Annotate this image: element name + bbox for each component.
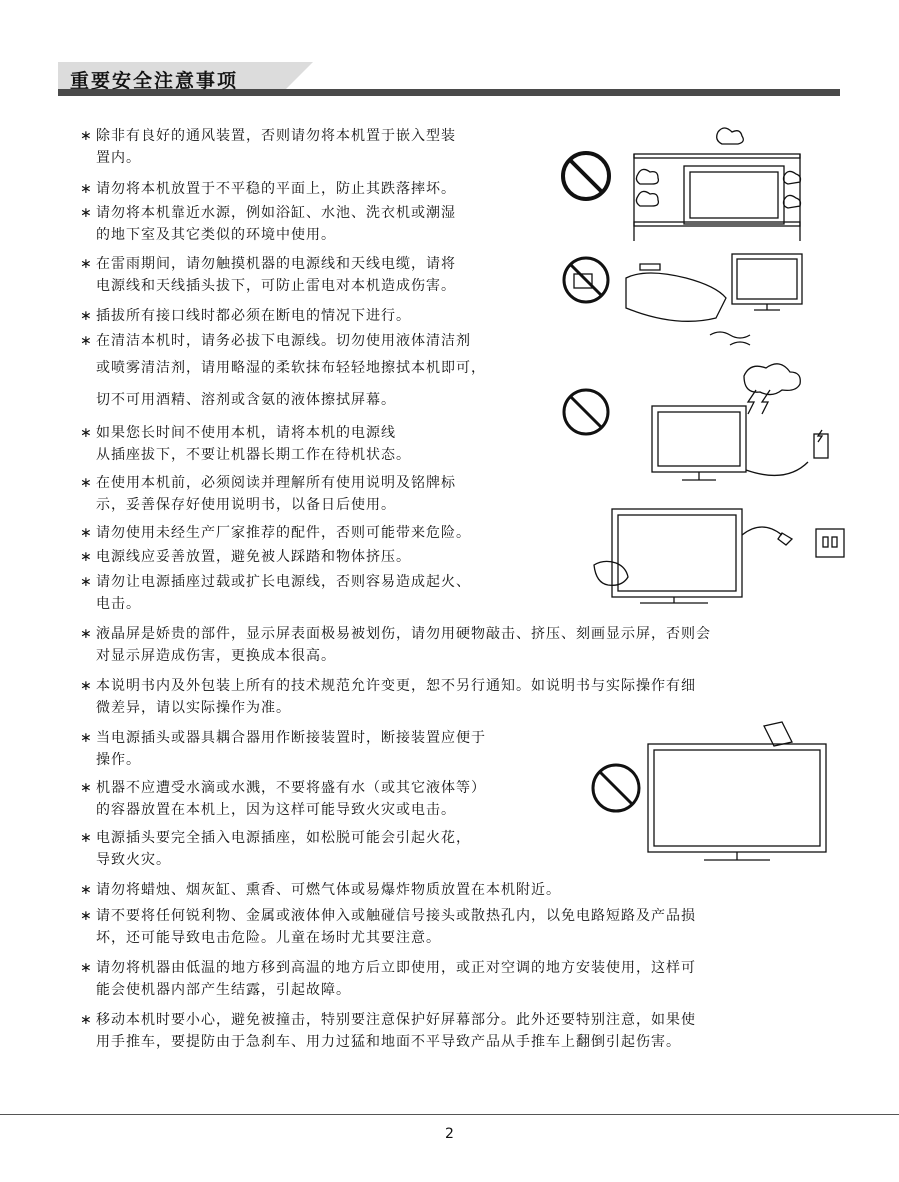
safety-item-line: 从插座拔下，不要让机器长期工作在待机状态。 xyxy=(96,447,411,463)
safety-item-line: 或喷雾清洁剂，请用略湿的柔软抹布轻轻地擦拭本机即可， xyxy=(96,360,486,376)
bullet-marker: ∗ xyxy=(80,908,93,924)
lightning-icon xyxy=(748,390,756,414)
tv-icon xyxy=(732,254,802,304)
cabinet-shelf-icon xyxy=(634,154,800,158)
bullet-marker: ∗ xyxy=(80,574,93,590)
safety-item-line: 当电源插头或器具耦合器用作断接装置时，断接装置应便于 xyxy=(96,730,486,746)
safety-item-line: 电源线和天线插头拔下，可防止雷电对本机造成伤害。 xyxy=(96,278,456,294)
bullet-marker: ∗ xyxy=(80,830,93,846)
safety-item-line: 坏，还可能导致电击危险。儿童在场时尤其要注意。 xyxy=(96,930,441,946)
bullet-marker: ∗ xyxy=(80,1012,93,1028)
ventilation-illustration xyxy=(558,126,806,241)
safety-item-line: 如果您长时间不使用本机，请将本机的电源线 xyxy=(96,425,396,441)
bullet-marker: ∗ xyxy=(80,128,93,144)
safety-item-line: 除非有良好的通风装置，否则请勿将本机置于嵌入型装 xyxy=(96,128,456,144)
safety-item-line: 置内。 xyxy=(96,150,141,166)
tv-icon xyxy=(652,406,746,472)
safety-item-line: 插拔所有接口线时都必须在断电的情况下进行。 xyxy=(96,308,411,324)
safety-item-line: 移动本机时要小心，避免被撞击，特别要注意保护好屏幕部分。此外还要特别注意，如果使 xyxy=(96,1012,696,1028)
plug-icon xyxy=(778,533,792,545)
lightning-illustration xyxy=(560,360,840,500)
bullet-marker: ∗ xyxy=(80,882,93,898)
safety-item-line: 操作。 xyxy=(96,752,141,768)
safety-item-line: 电源线应妥善放置，避免被人踩踏和物体挤压。 xyxy=(96,549,411,565)
cleaning-illustration xyxy=(590,505,850,609)
safety-item-line: 请勿将本机放置于不平稳的平面上，防止其跌落摔坏。 xyxy=(96,181,456,197)
power-cord-icon xyxy=(746,462,808,475)
bullet-marker: ∗ xyxy=(80,678,93,694)
faucet-icon xyxy=(640,264,660,270)
safety-item-line: 用手推车，要提防由于急刹车、用力过猛和地面不平导致产品从手推车上翻倒引起伤害。 xyxy=(96,1034,681,1050)
tv-icon xyxy=(684,166,784,224)
safety-item-line: 在雷雨期间，请勿触摸机器的电源线和天线电缆，请将 xyxy=(96,256,456,272)
safety-item-line: 机器不应遭受水滴或水溅，不要将盛有水（或其它液体等） xyxy=(96,780,486,796)
bullet-marker: ∗ xyxy=(80,181,93,197)
tv-icon xyxy=(612,509,742,597)
safety-item-line: 请勿将本机靠近水源，例如浴缸、水池、洗衣机或潮湿 xyxy=(96,205,456,221)
prohibition-icon xyxy=(593,765,639,811)
safety-item-line: 在使用本机前，必须阅读并理解所有使用说明及铭牌标 xyxy=(96,475,456,491)
water-cup-icon xyxy=(764,722,792,746)
bullet-marker: ∗ xyxy=(80,525,93,541)
safety-item-line: 请勿将蜡烛、烟灰缸、熏香、可燃气体或易爆炸物质放置在本机附近。 xyxy=(96,882,561,898)
cleaning-cloth-icon xyxy=(594,561,628,585)
safety-item-line: 的容器放置在本机上，因为这样可能导致火灾或电击。 xyxy=(96,802,456,818)
safety-item-line: 电源插头要完全插入电源插座，如松脱可能会引起火花， xyxy=(96,830,471,846)
bullet-marker: ∗ xyxy=(80,960,93,976)
bullet-marker: ∗ xyxy=(80,256,93,272)
bullet-marker: ∗ xyxy=(80,730,93,746)
cloud-icon xyxy=(717,128,744,144)
bullet-marker: ∗ xyxy=(80,475,93,491)
safety-item-line: 对显示屏造成伤害，更换成本很高。 xyxy=(96,648,336,664)
page-number: 2 xyxy=(445,1126,454,1142)
safety-item-line: 微差异，请以实际操作为准。 xyxy=(96,700,291,716)
bullet-marker: ∗ xyxy=(80,549,93,565)
page-title: 重要安全注意事项 xyxy=(70,70,239,92)
tv-icon xyxy=(648,744,826,852)
safety-item-line: 导致火灾。 xyxy=(96,852,171,868)
safety-item-line: 请勿使用未经生产厂家推荐的配件，否则可能带来危险。 xyxy=(96,525,471,541)
safety-item-line: 请不要将任何锐利物、金属或液体伸入或触碰信号接头或散热孔内，以免电路短路及产品损 xyxy=(96,908,696,924)
safety-item-line: 请勿让电源插座过载或扩长电源线，否则容易造成起火、 xyxy=(96,574,471,590)
bullet-marker: ∗ xyxy=(80,780,93,796)
safety-item-line: 液晶屏是娇贵的部件，显示屏表面极易被划伤，请勿用硬物敲击、挤压、刻画显示屏，否则会 xyxy=(96,626,711,642)
liquid-container-illustration xyxy=(588,720,848,868)
safety-item-line: 在清洁本机时，请务必拔下电源线。切勿使用液体清洁剂 xyxy=(96,333,471,349)
bullet-marker: ∗ xyxy=(80,333,93,349)
power-cord-icon xyxy=(742,527,782,535)
footer-rule xyxy=(0,1114,899,1115)
prohibition-icon xyxy=(563,153,609,199)
water-illustration xyxy=(560,250,810,360)
safety-item-line: 请勿将机器由低温的地方移到高温的地方后立即使用，或正对空调的地方安装使用，这样可 xyxy=(96,960,696,976)
storm-cloud-icon xyxy=(744,364,800,395)
prohibition-icon xyxy=(564,258,608,302)
safety-item-line: 电击。 xyxy=(96,596,141,612)
safety-item-line: 本说明书内及外包装上所有的技术规范允许变更，恕不另行通知。如说明书与实际操作有细 xyxy=(96,678,696,694)
bullet-marker: ∗ xyxy=(80,308,93,324)
bullet-marker: ∗ xyxy=(80,626,93,642)
safety-item-line: 的地下室及其它类似的环境中使用。 xyxy=(96,227,336,243)
safety-item-line: 能会使机器内部产生结露，引起故障。 xyxy=(96,982,351,998)
wall-outlet-icon xyxy=(816,529,844,557)
prohibition-icon xyxy=(564,390,608,434)
safety-item-line: 切不可用酒精、溶剂或含氨的液体擦拭屏幕。 xyxy=(96,392,396,408)
bathtub-icon xyxy=(626,273,726,321)
safety-item-line: 示，妥善保存好使用说明书，以备日后使用。 xyxy=(96,497,396,513)
bullet-marker: ∗ xyxy=(80,425,93,441)
bullet-marker: ∗ xyxy=(80,205,93,221)
